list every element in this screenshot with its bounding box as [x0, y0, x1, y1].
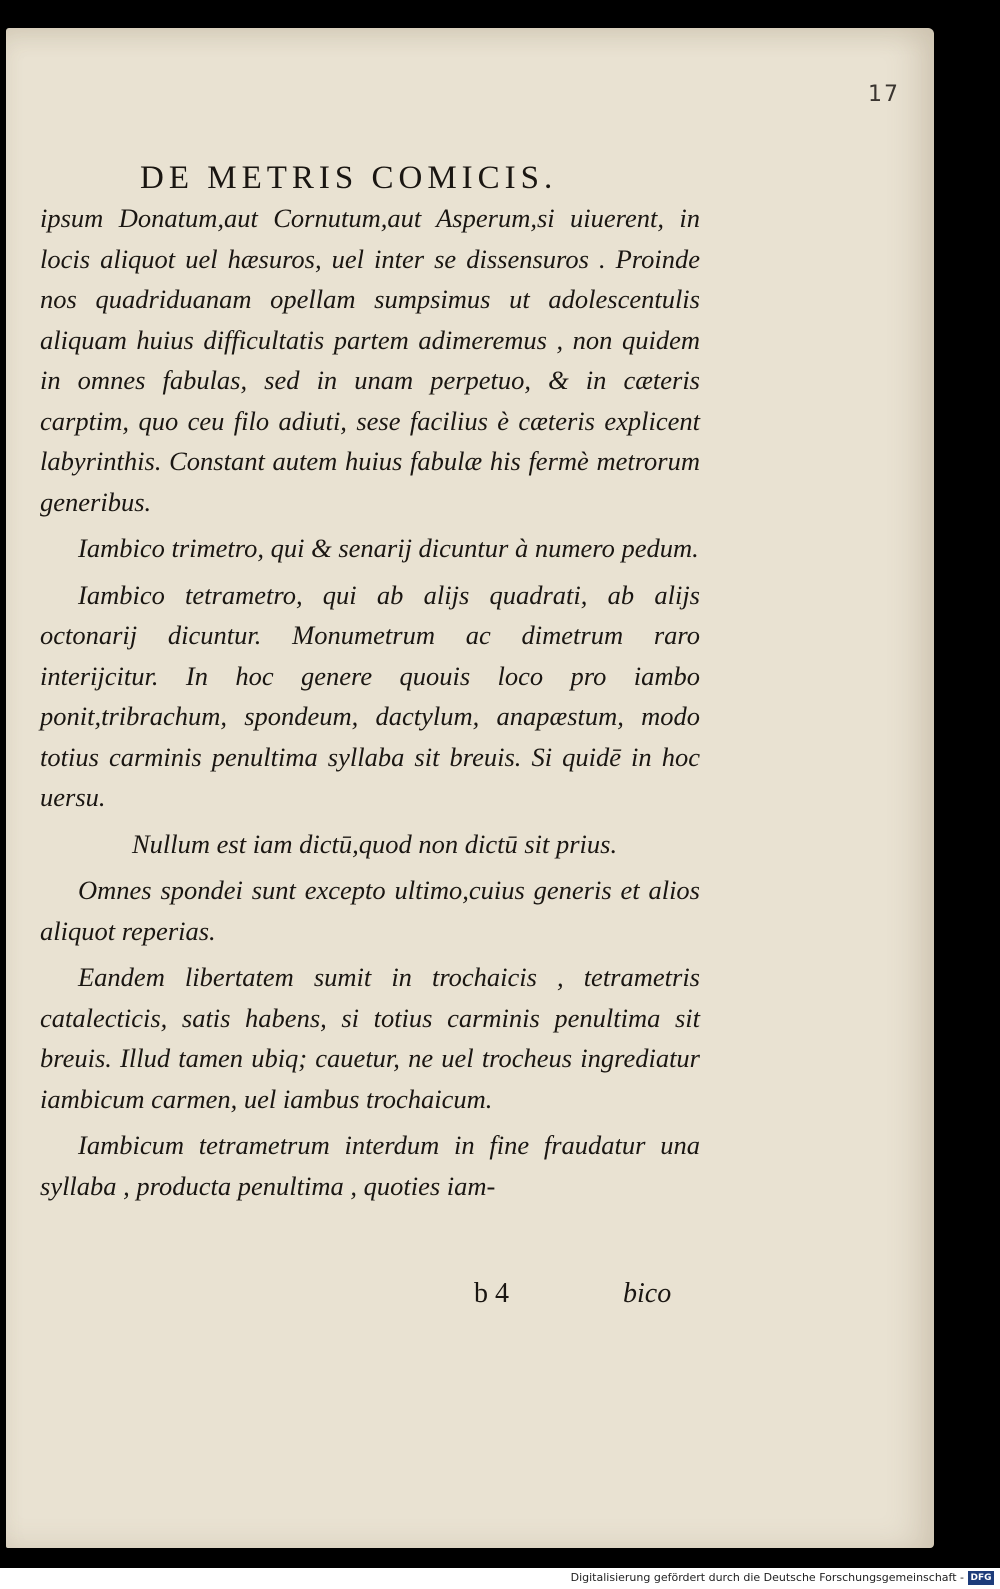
- dfg-logo-icon: DFG: [968, 1571, 994, 1585]
- body-text: [40, 198, 700, 1212]
- signature-mark: b 4: [474, 1278, 509, 1309]
- folio-number: 17: [868, 82, 900, 107]
- footer-band: [0, 1568, 1000, 1589]
- paragraph: Omnes spondei sunt excepto ultimo,cuius generis et alios aliquot reperias.: [40, 875, 700, 946]
- footer-credit: Digitalisierung gefördert durch die Deutsche Forschungsgemeinschaft -: [570, 1571, 964, 1584]
- paragraph: Iambico tetrametro, qui ab alijs quadrati, ab alijs octonarij dicuntur. Monumetrum ac dimetrum raro interijcitur. In hoc genere quouis loco pro iambo ponit,tribrachum, spondeum, dactylum, anapæstum, modo totius carminis penultima syllaba sit breuis. Si quidē in hoc uersu.: [40, 579, 700, 812]
- paragraph: Eandem libertatem sumit in trochaicis , tetrametris catalecticis, satis habens, si totius carminis penultima sit breuis. Illud tamen ubiq; cauetur, ne uel trocheus ingrediatur iambicum carmen, uel iambus trochaicum.: [40, 962, 700, 1114]
- verse-line: Nullum est iam dictū,quod non dictū sit prius.: [132, 828, 618, 859]
- running-head: DE METRIS COMICIS.: [140, 160, 558, 196]
- book-page: [6, 28, 934, 1548]
- paragraph: Iambico trimetro, qui & senarij dicuntur à numero pedum.: [78, 533, 699, 563]
- paragraph: ipsum Donatum,aut Cornutum,aut Asperum,si uiuerent, in locis aliquot uel hæsuros, uel inter se dissensuros . Proinde nos quadriduanam opellam sumpsimus ut adolescentulis aliquam huius difficultatis partem adimeremus , non quidem in omnes fabulas, sed in unam perpetuo, & in cæteris carptim, quo ceu filo adiuti, sese facilius è cæteris explicent labyrinthis. Constant autem huius fabulæ his fermè metrorum generibus.: [40, 203, 700, 517]
- paragraph: Iambicum tetrametrum interdum in fine fraudatur una syllaba , producta penultima , quoties iam-: [40, 1130, 700, 1201]
- catchword: bico: [623, 1278, 672, 1309]
